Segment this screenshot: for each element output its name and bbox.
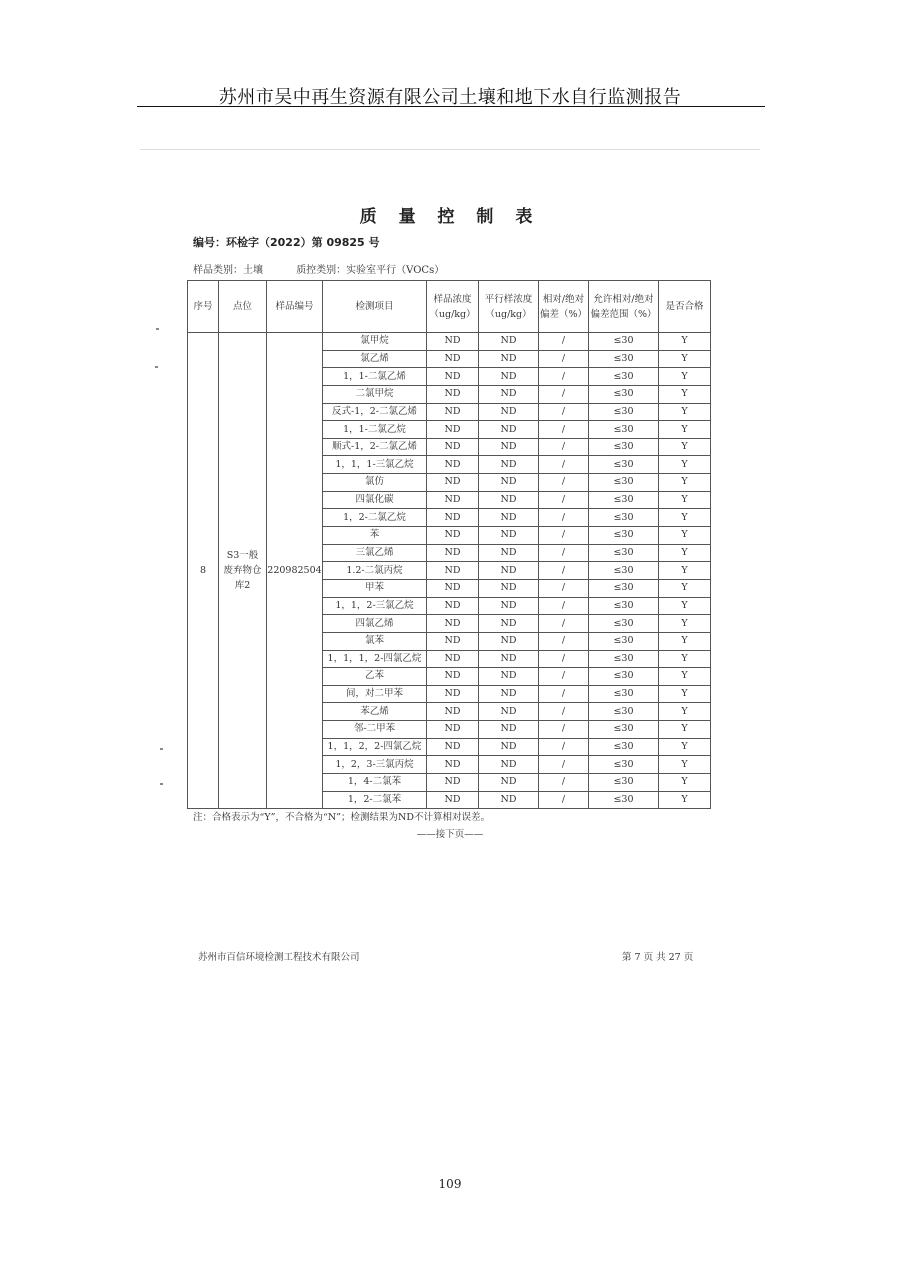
cell-pass: Y: [659, 491, 711, 509]
cell-item: 1，1，2-三氯乙烷: [323, 597, 427, 615]
cell-allowed: ≤30: [589, 562, 659, 580]
cell-parallel: ND: [479, 333, 539, 351]
table-body: [188, 333, 711, 809]
cell-pass: Y: [659, 333, 711, 351]
cell-item: 氯乙烯: [323, 350, 427, 368]
meta-row: [193, 261, 474, 276]
header-conc: 样品浓度（ug/kg）: [427, 281, 479, 333]
cell-conc: ND: [427, 615, 479, 633]
cell-parallel: ND: [479, 509, 539, 527]
cell-parallel: ND: [479, 544, 539, 562]
header-seq: 序号: [188, 281, 219, 333]
qc-category: 质控类别：实验室平行（VOCs）: [296, 265, 445, 276]
cell-item: 苯: [323, 527, 427, 545]
cell-deviation: /: [539, 509, 589, 527]
cell-deviation: /: [539, 774, 589, 792]
cell-item: 1，1，2，2-四氯乙烷: [323, 738, 427, 756]
header-site: 点位: [219, 281, 267, 333]
cell-conc: ND: [427, 403, 479, 421]
cell-conc: ND: [427, 791, 479, 809]
cell-conc: ND: [427, 509, 479, 527]
cell-item: 1，2-二氯乙烷: [323, 509, 427, 527]
cell-deviation: /: [539, 615, 589, 633]
cell-item: 二氯甲烷: [323, 385, 427, 403]
cell-conc: ND: [427, 438, 479, 456]
scan-speck: [155, 366, 158, 368]
cell-allowed: ≤30: [589, 685, 659, 703]
cell-item: 氯甲烷: [323, 333, 427, 351]
cell-pass: Y: [659, 774, 711, 792]
cell-deviation: /: [539, 350, 589, 368]
cell-conc: ND: [427, 562, 479, 580]
cell-parallel: ND: [479, 721, 539, 739]
cell-allowed: ≤30: [589, 350, 659, 368]
cell-item: 甲苯: [323, 579, 427, 597]
cell-conc: ND: [427, 685, 479, 703]
footer-page-info: 第 7 页 共 27 页: [622, 952, 694, 963]
cell-item: 反式-1，2-二氯乙烯: [323, 403, 427, 421]
cell-allowed: ≤30: [589, 368, 659, 386]
cell-pass: Y: [659, 385, 711, 403]
cell-item: 1，1，1-三氯乙烷: [323, 456, 427, 474]
cell-deviation: /: [539, 738, 589, 756]
cell-seq: 8: [188, 333, 219, 809]
cell-item: 邻-二甲苯: [323, 721, 427, 739]
cell-pass: Y: [659, 703, 711, 721]
cell-pass: Y: [659, 509, 711, 527]
cell-allowed: ≤30: [589, 738, 659, 756]
cell-item: 苯乙烯: [323, 703, 427, 721]
cell-item: 氯苯: [323, 632, 427, 650]
cell-allowed: ≤30: [589, 421, 659, 439]
cell-pass: Y: [659, 721, 711, 739]
cell-conc: ND: [427, 333, 479, 351]
header-sample-id: 样品编号: [267, 281, 323, 333]
cell-item: 顺式-1，2-二氯乙烯: [323, 438, 427, 456]
cell-item: 四氯化碳: [323, 491, 427, 509]
cell-item: 间，对二甲苯: [323, 685, 427, 703]
cell-parallel: ND: [479, 668, 539, 686]
cell-conc: ND: [427, 756, 479, 774]
cell-conc: ND: [427, 579, 479, 597]
cell-conc: ND: [427, 668, 479, 686]
cell-item: 1，2，3-三氯丙烷: [323, 756, 427, 774]
cell-parallel: ND: [479, 474, 539, 492]
header-item: 检测项目: [323, 281, 427, 333]
cell-conc: ND: [427, 632, 479, 650]
cell-conc: ND: [427, 544, 479, 562]
cell-parallel: ND: [479, 403, 539, 421]
cell-conc: ND: [427, 703, 479, 721]
cell-pass: Y: [659, 562, 711, 580]
cell-deviation: /: [539, 385, 589, 403]
cell-parallel: ND: [479, 738, 539, 756]
header-allowed: 允许相对/绝对偏差范围（%）: [589, 281, 659, 333]
cell-parallel: ND: [479, 350, 539, 368]
cell-parallel: ND: [479, 685, 539, 703]
sample-category: 样品类别：土壤: [193, 265, 263, 276]
cell-parallel: ND: [479, 615, 539, 633]
cell-item: 1，1，1，2-四氯乙烷: [323, 650, 427, 668]
cell-parallel: ND: [479, 368, 539, 386]
cell-parallel: ND: [479, 791, 539, 809]
cell-parallel: ND: [479, 562, 539, 580]
cell-parallel: ND: [479, 756, 539, 774]
cell-pass: Y: [659, 456, 711, 474]
cell-item: 1，4-二氯苯: [323, 774, 427, 792]
cell-deviation: /: [539, 562, 589, 580]
cell-pass: Y: [659, 597, 711, 615]
cell-allowed: ≤30: [589, 527, 659, 545]
cell-item: 三氯乙烯: [323, 544, 427, 562]
cell-allowed: ≤30: [589, 544, 659, 562]
cell-deviation: /: [539, 703, 589, 721]
cell-conc: ND: [427, 597, 479, 615]
cell-parallel: ND: [479, 421, 539, 439]
cell-allowed: ≤30: [589, 668, 659, 686]
cell-allowed: ≤30: [589, 403, 659, 421]
cell-deviation: /: [539, 491, 589, 509]
cell-conc: ND: [427, 456, 479, 474]
header-parallel: 平行样浓度（ug/kg）: [479, 281, 539, 333]
cell-deviation: /: [539, 756, 589, 774]
cell-pass: Y: [659, 579, 711, 597]
cell-pass: Y: [659, 403, 711, 421]
cell-allowed: ≤30: [589, 791, 659, 809]
cell-allowed: ≤30: [589, 474, 659, 492]
cell-item: 1.2-二氯丙烷: [323, 562, 427, 580]
cell-parallel: ND: [479, 650, 539, 668]
cell-deviation: /: [539, 544, 589, 562]
cell-conc: ND: [427, 738, 479, 756]
table-title: 质 量 控 制 表: [359, 207, 541, 227]
cell-deviation: /: [539, 438, 589, 456]
cell-deviation: /: [539, 456, 589, 474]
cell-deviation: /: [539, 632, 589, 650]
cell-item: 1，1-二氯乙烯: [323, 368, 427, 386]
page-number: 109: [438, 1177, 462, 1191]
cell-item: 1，2-二氯苯: [323, 791, 427, 809]
cell-deviation: /: [539, 474, 589, 492]
cell-conc: ND: [427, 350, 479, 368]
cell-allowed: ≤30: [589, 491, 659, 509]
cell-parallel: ND: [479, 456, 539, 474]
cell-parallel: ND: [479, 597, 539, 615]
header-pass: 是否合格: [659, 281, 711, 333]
cell-conc: ND: [427, 385, 479, 403]
cell-item: 乙苯: [323, 668, 427, 686]
cell-parallel: ND: [479, 579, 539, 597]
cell-allowed: ≤30: [589, 703, 659, 721]
cell-allowed: ≤30: [589, 579, 659, 597]
cell-parallel: ND: [479, 632, 539, 650]
quality-control-table: [187, 280, 711, 809]
cell-allowed: ≤30: [589, 650, 659, 668]
table-header-row: [188, 281, 711, 333]
header-deviation: 相对/绝对偏差（%）: [539, 281, 589, 333]
cell-site: S3一般废弃物仓库2: [219, 333, 267, 809]
cell-pass: Y: [659, 650, 711, 668]
cell-pass: Y: [659, 368, 711, 386]
cell-deviation: /: [539, 721, 589, 739]
scan-speck: [160, 748, 163, 750]
report-number: 编号：环检字（2022）第 09825 号: [193, 236, 380, 249]
cell-parallel: ND: [479, 703, 539, 721]
cell-deviation: /: [539, 333, 589, 351]
continue-marker: ——接下页——: [416, 829, 484, 840]
cell-pass: Y: [659, 438, 711, 456]
cell-pass: Y: [659, 544, 711, 562]
cell-pass: Y: [659, 527, 711, 545]
cell-conc: ND: [427, 774, 479, 792]
cell-conc: ND: [427, 421, 479, 439]
cell-conc: ND: [427, 721, 479, 739]
cell-allowed: ≤30: [589, 509, 659, 527]
cell-allowed: ≤30: [589, 615, 659, 633]
cell-allowed: ≤30: [589, 456, 659, 474]
cell-deviation: /: [539, 597, 589, 615]
cell-deviation: /: [539, 791, 589, 809]
cell-pass: Y: [659, 421, 711, 439]
cell-allowed: ≤30: [589, 756, 659, 774]
cell-pass: Y: [659, 791, 711, 809]
scan-divider: [140, 149, 760, 150]
report-header-title: 苏州市吴中再生资源有限公司土壤和地下水自行监测报告: [218, 87, 682, 108]
cell-pass: Y: [659, 668, 711, 686]
cell-allowed: ≤30: [589, 774, 659, 792]
cell-parallel: ND: [479, 491, 539, 509]
cell-item: 1，1-二氯乙烷: [323, 421, 427, 439]
cell-deviation: /: [539, 579, 589, 597]
cell-conc: ND: [427, 368, 479, 386]
cell-parallel: ND: [479, 385, 539, 403]
cell-parallel: ND: [479, 438, 539, 456]
cell-conc: ND: [427, 474, 479, 492]
cell-pass: Y: [659, 474, 711, 492]
scan-speck: [160, 783, 163, 785]
cell-deviation: /: [539, 650, 589, 668]
cell-conc: ND: [427, 491, 479, 509]
cell-pass: Y: [659, 632, 711, 650]
scan-speck: [156, 328, 159, 330]
table-row: [188, 333, 711, 351]
cell-conc: ND: [427, 650, 479, 668]
cell-pass: Y: [659, 685, 711, 703]
cell-allowed: ≤30: [589, 333, 659, 351]
cell-allowed: ≤30: [589, 438, 659, 456]
cell-deviation: /: [539, 403, 589, 421]
cell-item: 四氯乙烯: [323, 615, 427, 633]
cell-parallel: ND: [479, 774, 539, 792]
cell-deviation: /: [539, 668, 589, 686]
cell-parallel: ND: [479, 527, 539, 545]
cell-deviation: /: [539, 421, 589, 439]
cell-deviation: /: [539, 368, 589, 386]
cell-pass: Y: [659, 756, 711, 774]
cell-item: 氯仿: [323, 474, 427, 492]
cell-conc: ND: [427, 527, 479, 545]
cell-pass: Y: [659, 350, 711, 368]
table-note: 注：合格表示为“Y”，不合格为“N”；检测结果为ND不计算相对误差。: [193, 812, 490, 823]
footer-company: 苏州市百信环境检测工程技术有限公司: [198, 952, 360, 963]
cell-pass: Y: [659, 738, 711, 756]
cell-sample-id: 220982504: [267, 333, 323, 809]
cell-deviation: /: [539, 527, 589, 545]
header-rule: [137, 106, 765, 107]
cell-pass: Y: [659, 615, 711, 633]
cell-allowed: ≤30: [589, 385, 659, 403]
cell-allowed: ≤30: [589, 721, 659, 739]
cell-allowed: ≤30: [589, 597, 659, 615]
cell-allowed: ≤30: [589, 632, 659, 650]
cell-deviation: /: [539, 685, 589, 703]
